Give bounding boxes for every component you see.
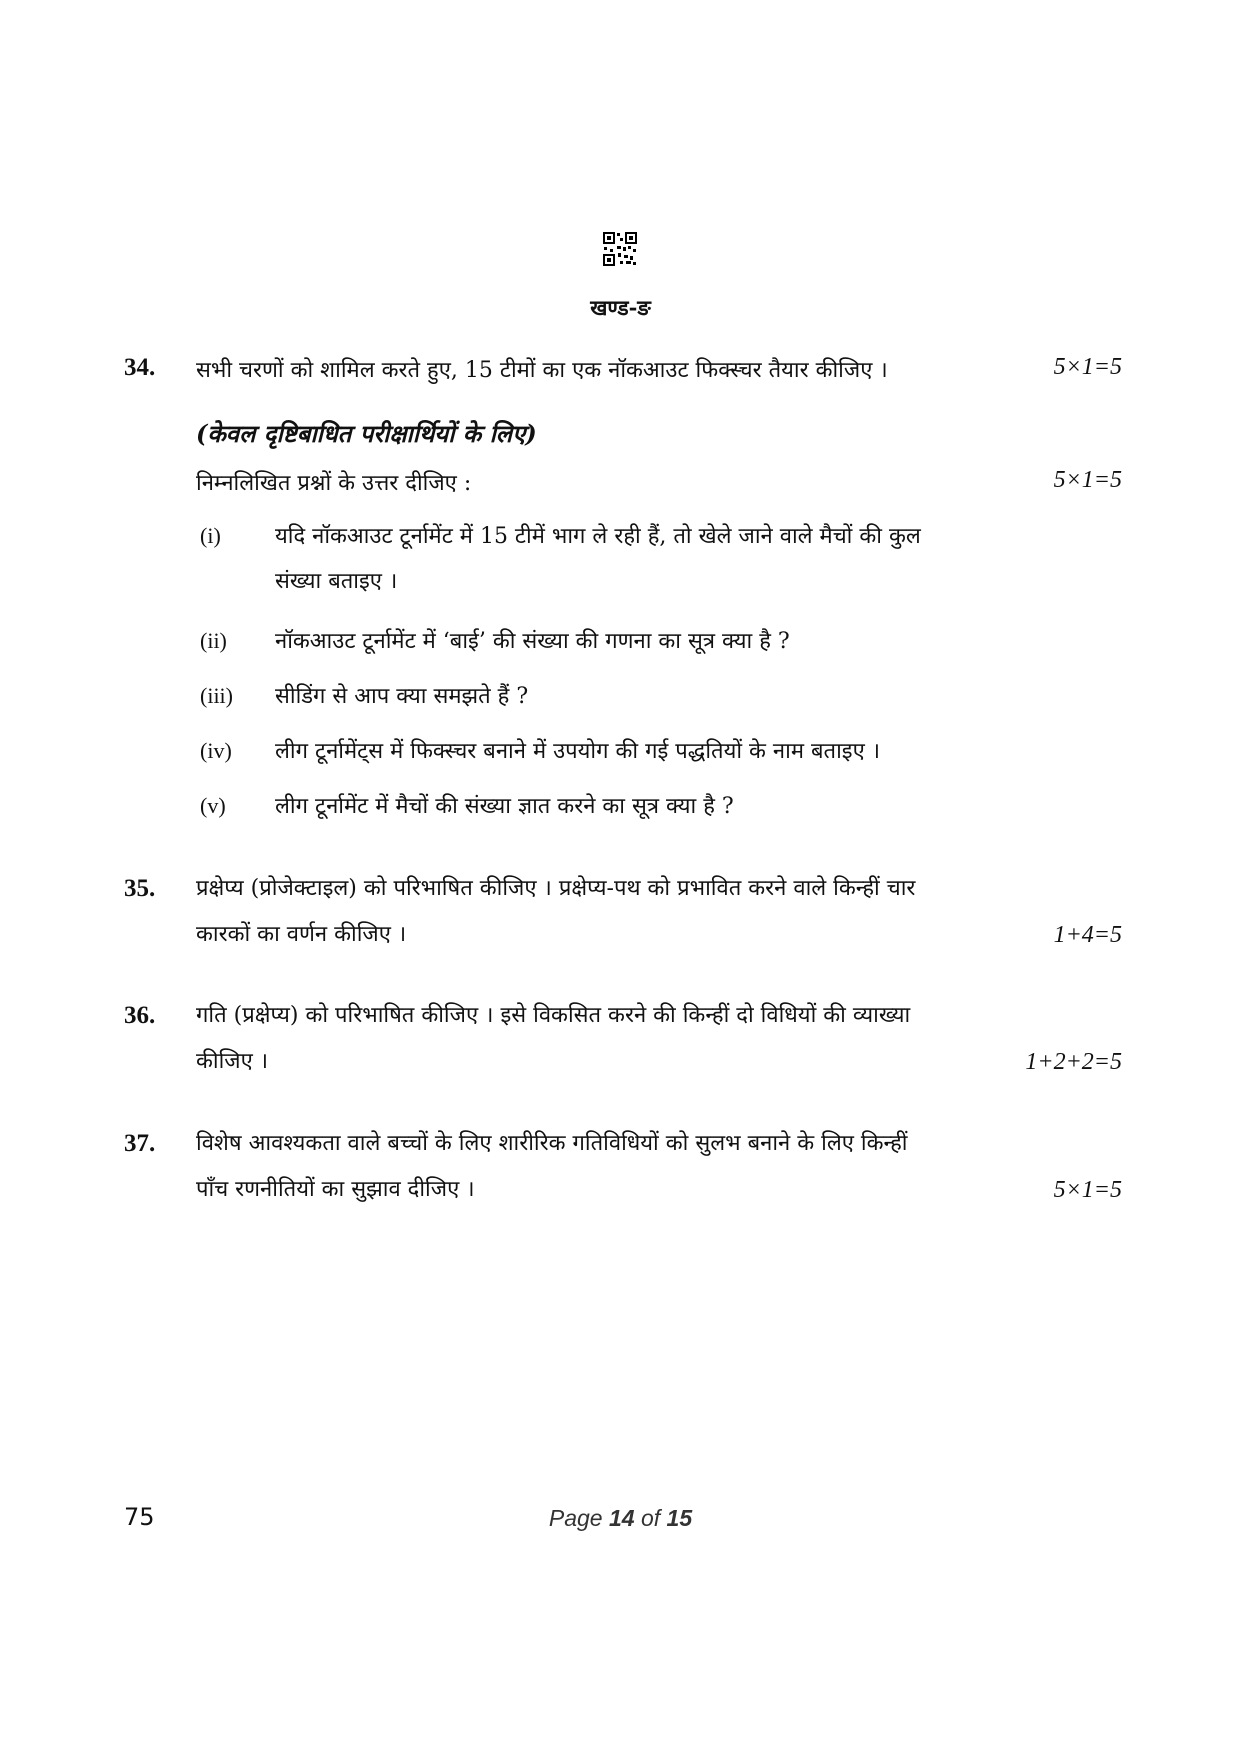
question-text: गति (प्रक्षेप्य) को परिभाषित कीजिए । इसे विकसित करने की किन्हीं दो विधियों की व्याख्या [196,1003,911,1028]
question-text: पाँच रणनीतियों का सुझाव दीजिए । [196,1177,475,1202]
sub-question-label: (i) [200,523,221,548]
question-number: 34. [124,354,156,381]
sub-question-text: लीग टूर्नामेंट में मैचों की संख्या ज्ञात करने का सूत्र क्या है ? [275,794,734,819]
sub-question-text: संख्या बताइए । [275,569,398,594]
sub-question-label: (iv) [200,738,232,763]
sub-question-label: (v) [200,793,226,818]
paper-code: 75 [124,1503,155,1531]
question-text: सभी चरणों को शामिल करते हुए, 15 टीमों का एक नॉकआउट फिक्स्चर तैयार कीजिए । [196,358,888,383]
instruction-marks: 5×1=5 [1053,467,1122,493]
question-marks: 1+2+2=5 [1025,1049,1122,1075]
question-marks: 1+4=5 [1053,922,1122,948]
qr-code [602,231,638,267]
question-text: कारकों का वर्णन कीजिए । [196,922,407,947]
question-text: विशेष आवश्यकता वाले बच्चों के लिए शारीरिक गतिविधियों को सुलभ बनाने के लिए किन्हीं [196,1131,908,1156]
page-current: 14 [608,1505,635,1531]
instruction-text: निम्नलिखित प्रश्नों के उत्तर दीजिए : [196,471,472,496]
sub-question-label: (iii) [200,683,233,708]
question-text: प्रक्षेप्य (प्रोजेक्टाइल) को परिभाषित कीजिए । प्रक्षेप्य-पथ को प्रभावित करने वाले किन्हीं चार [196,876,916,901]
page-number [0,1505,1241,1532]
question-number: 35. [124,875,156,902]
question-number: 37. [124,1130,156,1157]
page-of: of [640,1505,661,1531]
sub-question-text: सीडिंग से आप क्या समझते हैं ? [275,684,529,709]
page-total: 15 [666,1505,693,1531]
sub-question-text: यदि नॉकआउट टूर्नामेंट में 15 टीमें भाग ले रही हैं, तो खेले जाने वाले मैचों की कुल [275,524,921,549]
question-text: कीजिए । [196,1049,269,1074]
question-marks: 5×1=5 [1053,354,1122,380]
sub-question-text: नॉकआउट टूर्नामेंट में ‘बाई’ की संख्या की गणना का सूत्र क्या है ? [275,629,790,654]
question-number: 36. [124,1002,156,1029]
visually-impaired-heading: (केवल दृष्टिबाधित परीक्षार्थियों के लिए) [196,419,537,448]
sub-question-text: लीग टूर्नामेंट्स में फिक्स्चर बनाने में उपयोग की गई पद्धतियों के नाम बताइए । [275,739,881,764]
section-heading: खण्ड-ङ [590,295,651,320]
page-word: Page [548,1505,603,1531]
sub-question-label: (ii) [200,628,227,653]
question-marks: 5×1=5 [1053,1177,1122,1203]
